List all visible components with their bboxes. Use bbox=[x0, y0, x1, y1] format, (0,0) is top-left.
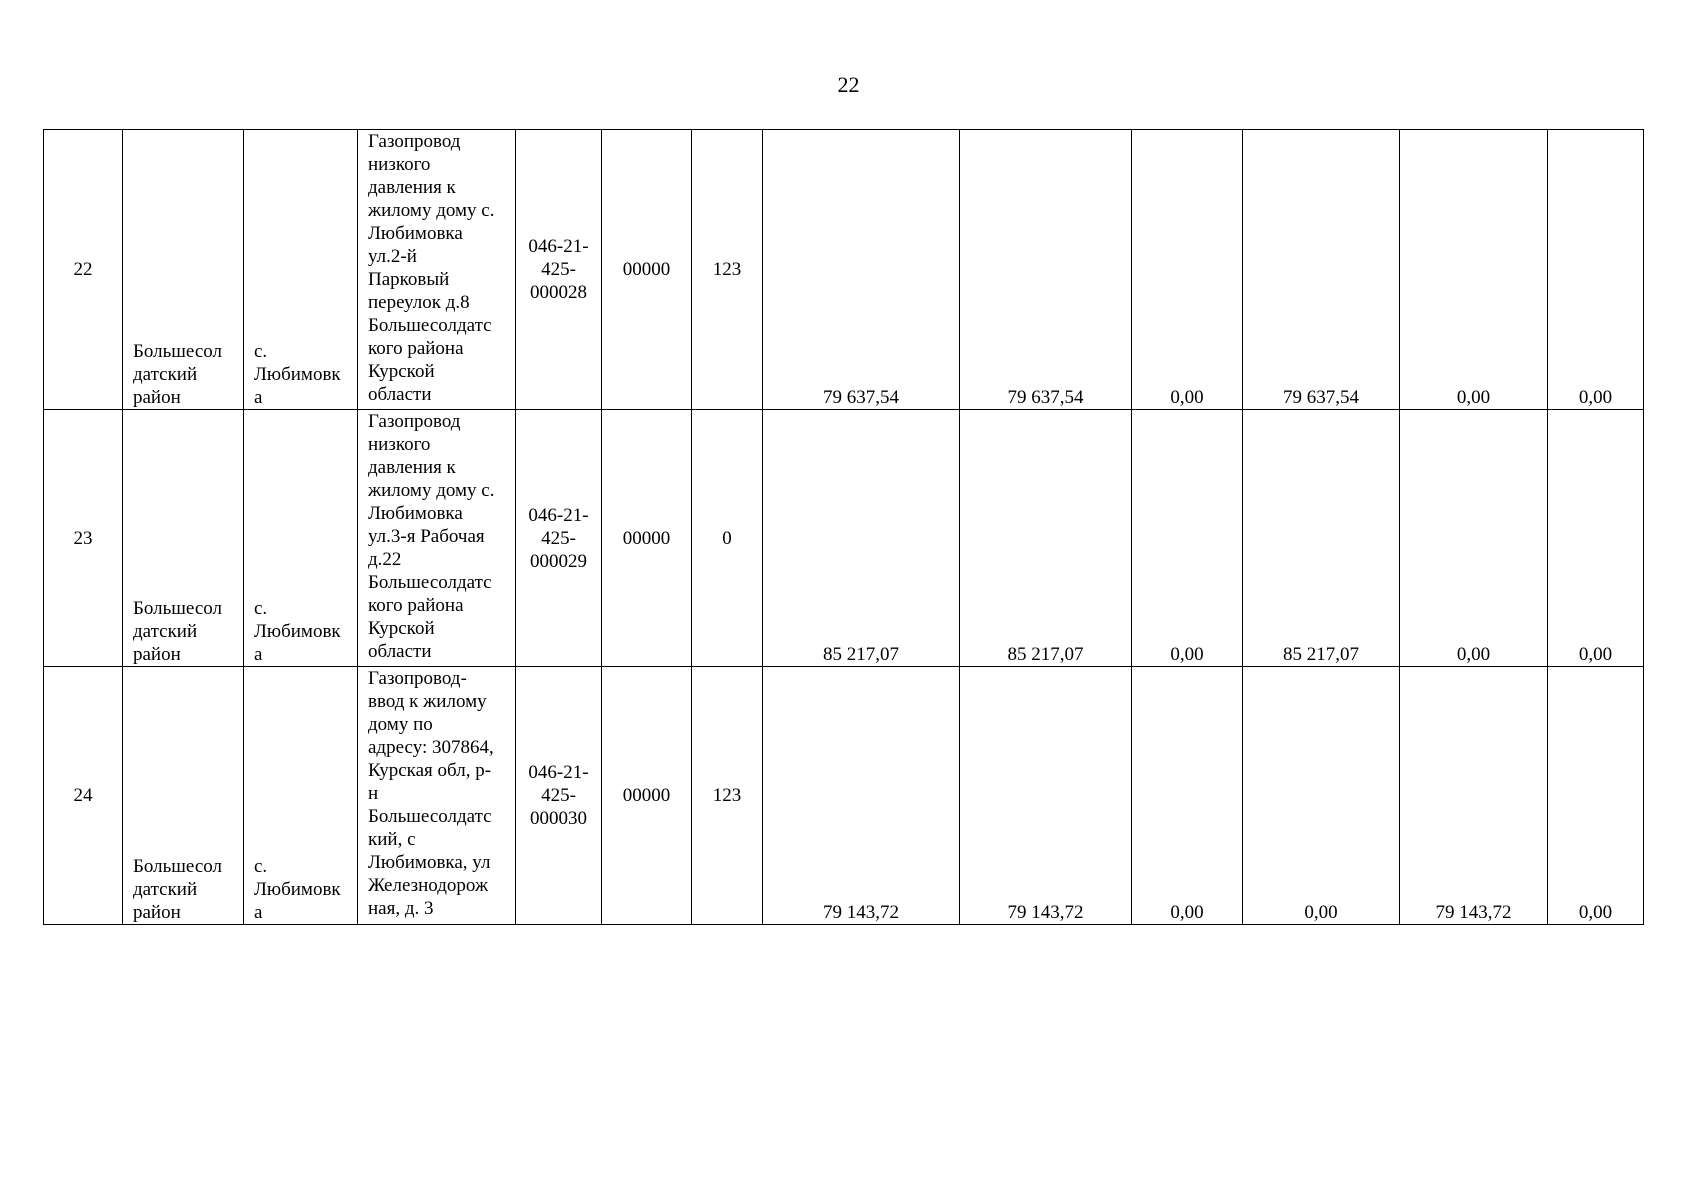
object-description: Газопровод- ввод к жилому дому по адресу: 307864, Курская обл, р- н Большесолдатс кий, с Любимовка, ул Железнодорож ная, д. 3 bbox=[358, 667, 516, 925]
amount-5: 0,00 bbox=[1400, 410, 1548, 667]
row-index: 22 bbox=[44, 130, 123, 410]
amount-5: 0,00 bbox=[1400, 130, 1548, 410]
amount-total: 85 217,07 bbox=[763, 410, 960, 667]
district-cell: Большесол датский район bbox=[123, 667, 244, 925]
amount-6: 0,00 bbox=[1548, 130, 1644, 410]
amount-4: 79 637,54 bbox=[1243, 130, 1400, 410]
amount-4: 0,00 bbox=[1243, 667, 1400, 925]
object-code: 046-21- 425- 000030 bbox=[516, 667, 602, 925]
object-code: 046-21- 425- 000028 bbox=[516, 130, 602, 410]
register-table bbox=[43, 129, 1644, 925]
object-code: 046-21- 425- 000029 bbox=[516, 410, 602, 667]
amount-5: 79 143,72 bbox=[1400, 667, 1548, 925]
code-3: 0 bbox=[692, 410, 763, 667]
district-cell: Большесол датский район bbox=[123, 410, 244, 667]
object-description: Газопровод низкого давления к жилому дому с. Любимовка ул.3-я Рабочая д.22 Большесолдатс кого района Курской области bbox=[358, 410, 516, 667]
code-2: 00000 bbox=[602, 410, 692, 667]
amount-6: 0,00 bbox=[1548, 667, 1644, 925]
table-row bbox=[44, 410, 1644, 667]
row-index: 24 bbox=[44, 667, 123, 925]
amount-3: 0,00 bbox=[1132, 667, 1243, 925]
amount-4: 85 217,07 bbox=[1243, 410, 1400, 667]
amount-6: 0,00 bbox=[1548, 410, 1644, 667]
amount-total: 79 637,54 bbox=[763, 130, 960, 410]
amount-2: 79 637,54 bbox=[960, 130, 1132, 410]
amount-2: 85 217,07 bbox=[960, 410, 1132, 667]
amount-3: 0,00 bbox=[1132, 410, 1243, 667]
amount-3: 0,00 bbox=[1132, 130, 1243, 410]
settlement-cell: с. Любимовк а bbox=[244, 410, 358, 667]
amount-2: 79 143,72 bbox=[960, 667, 1132, 925]
settlement-cell: с. Любимовк а bbox=[244, 667, 358, 925]
row-index: 23 bbox=[44, 410, 123, 667]
table-row bbox=[44, 667, 1644, 925]
code-3: 123 bbox=[692, 667, 763, 925]
object-description: Газопровод низкого давления к жилому дому с. Любимовка ул.2-й Парковый переулок д.8 Большесолдатс кого района Курской области bbox=[358, 130, 516, 410]
table-row bbox=[44, 130, 1644, 410]
amount-total: 79 143,72 bbox=[763, 667, 960, 925]
code-3: 123 bbox=[692, 130, 763, 410]
code-2: 00000 bbox=[602, 130, 692, 410]
code-2: 00000 bbox=[602, 667, 692, 925]
district-cell: Большесол датский район bbox=[123, 130, 244, 410]
page-number: 22 bbox=[837, 72, 860, 97]
settlement-cell: с. Любимовк а bbox=[244, 130, 358, 410]
